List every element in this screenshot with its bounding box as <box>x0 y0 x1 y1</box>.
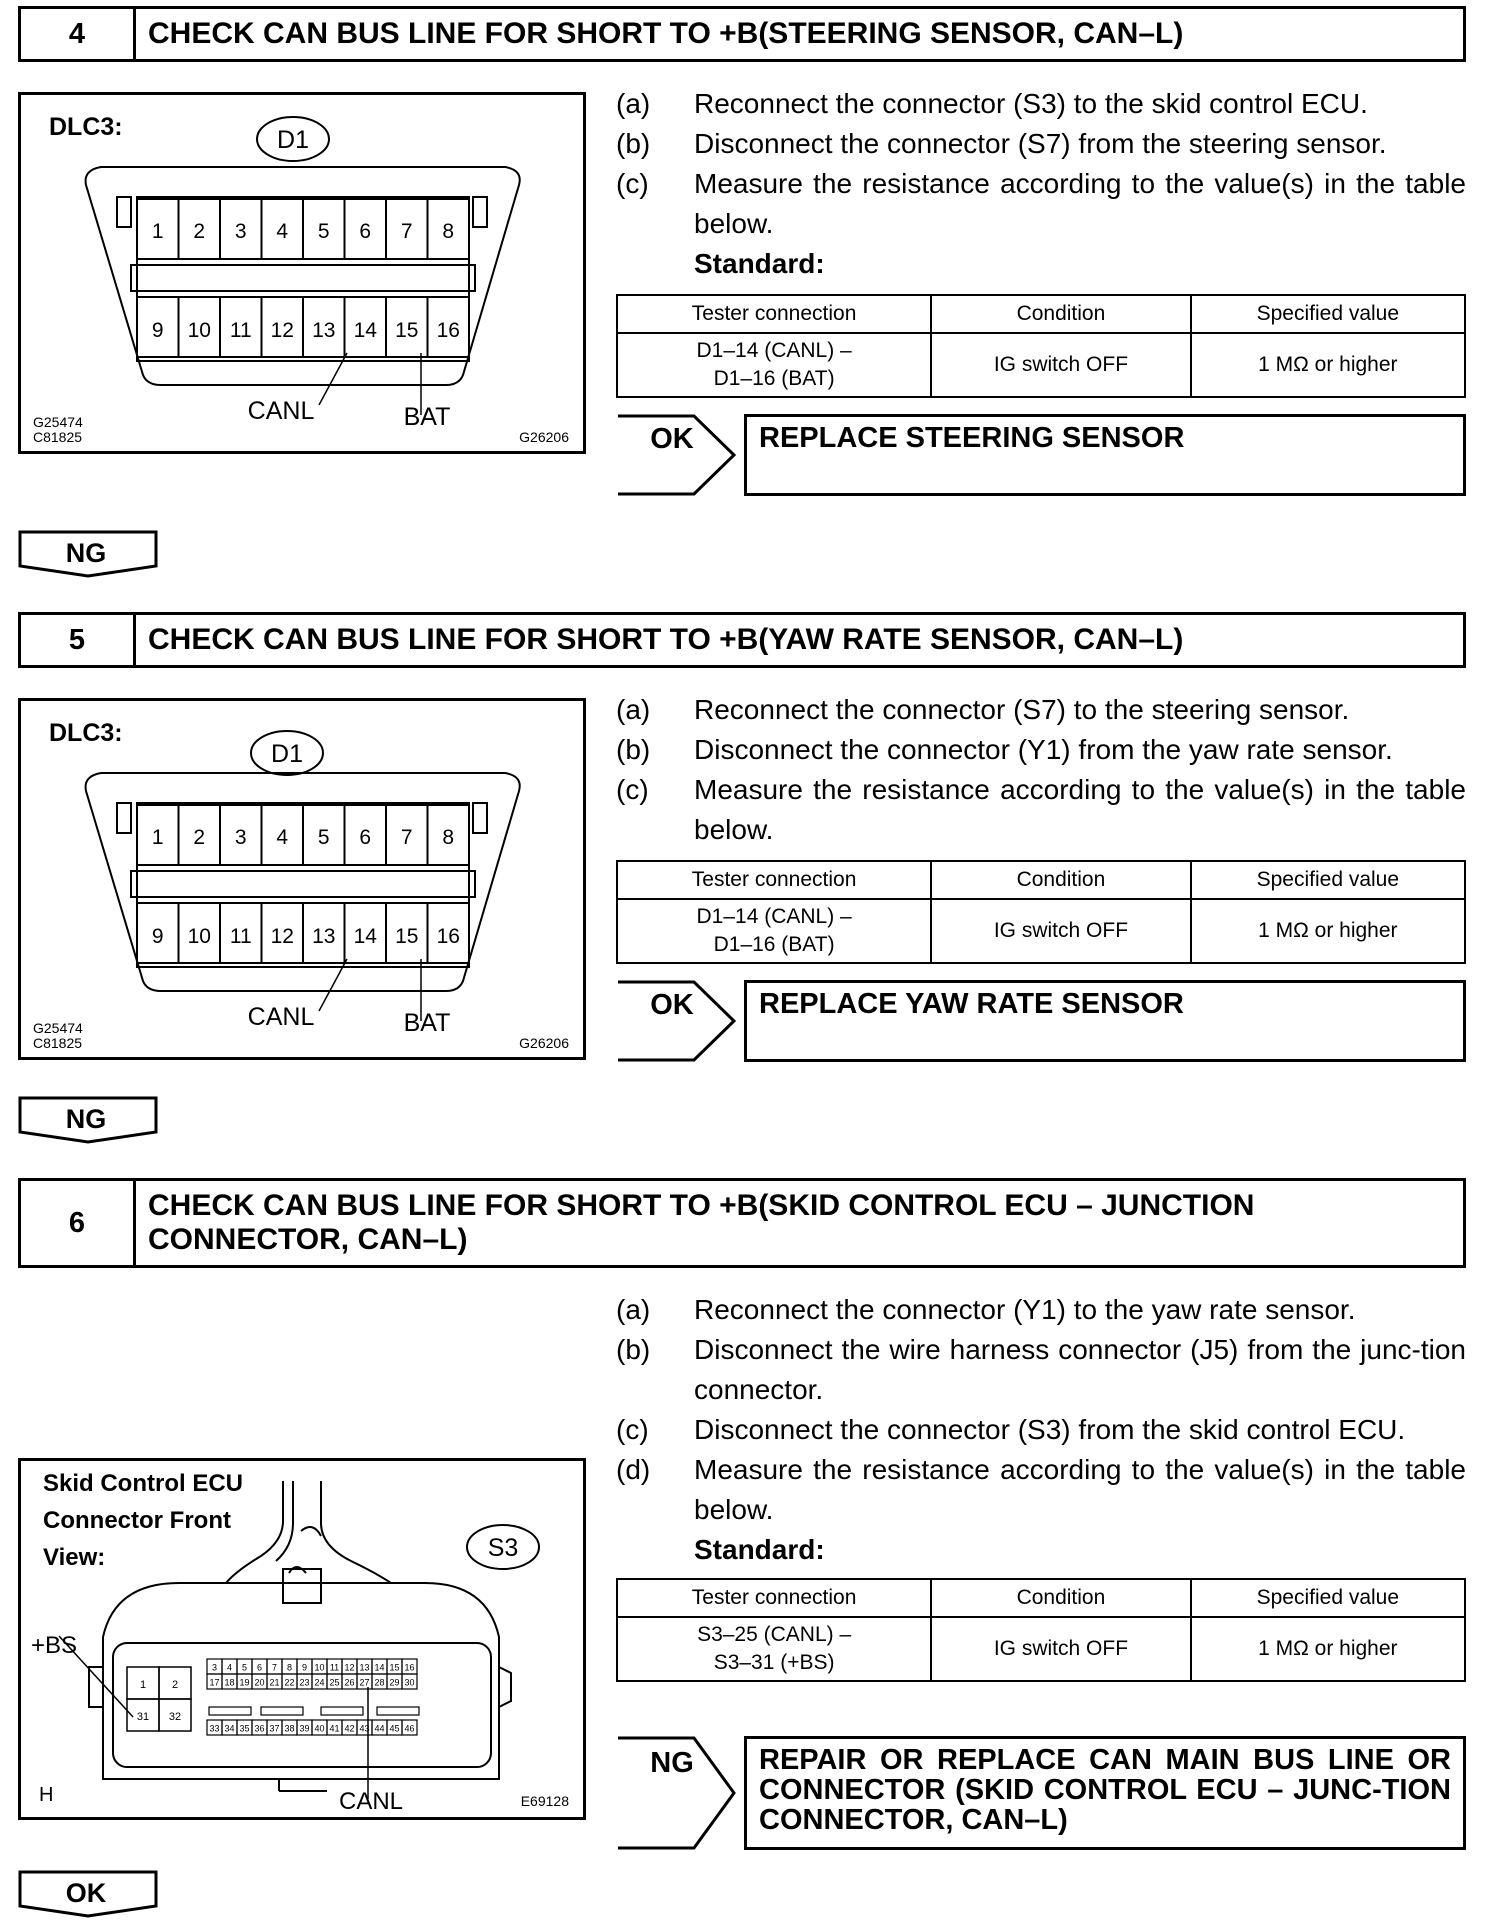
pin-44 <box>372 1720 387 1735</box>
svg-text:14: 14 <box>374 1662 385 1673</box>
pin-13 <box>303 903 345 963</box>
pin-26 <box>342 1674 357 1689</box>
section-4-steps <box>616 84 1466 284</box>
svg-text:2: 2 <box>193 826 206 849</box>
svg-text:13: 13 <box>359 1662 370 1673</box>
ref-code: G25474 <box>33 1020 83 1036</box>
ok-tag <box>18 1870 158 1918</box>
pin-14 <box>345 903 387 963</box>
svg-text:22: 22 <box>284 1677 295 1688</box>
svg-text:15: 15 <box>395 319 419 342</box>
svg-text:46: 46 <box>404 1723 415 1734</box>
pin-11 <box>220 903 262 963</box>
section-number: 5 <box>21 615 136 665</box>
svg-text:8: 8 <box>442 220 455 243</box>
ng-tag <box>18 1096 158 1144</box>
svg-text:3: 3 <box>234 826 247 849</box>
section-title: CHECK CAN BUS LINE FOR SHORT TO +B(STEERING SENSOR, CAN–L) <box>148 17 1184 50</box>
svg-text:15: 15 <box>395 925 419 948</box>
pin-5 <box>237 1659 252 1674</box>
pin-15 <box>386 903 428 963</box>
svg-text:13: 13 <box>312 319 336 342</box>
standard-label: Standard: <box>694 1534 825 1565</box>
standard-label: Standard: <box>694 248 825 279</box>
svg-text:4: 4 <box>276 826 289 849</box>
pin-5 <box>303 199 345 259</box>
section-5-steps <box>616 690 1466 850</box>
svg-text:OK: OK <box>65 1878 107 1908</box>
svg-text:OK: OK <box>650 423 694 455</box>
svg-text:43: 43 <box>359 1723 370 1734</box>
s3-connector-drawing <box>21 1461 583 1817</box>
svg-text:12: 12 <box>344 1662 355 1673</box>
pins-bottom-row <box>137 297 469 357</box>
svg-text:27: 27 <box>359 1677 370 1688</box>
svg-text:9: 9 <box>301 1662 308 1673</box>
svg-text:OK: OK <box>650 989 694 1021</box>
pin-7 <box>267 1659 282 1674</box>
bat-callout: BAT <box>403 1009 451 1037</box>
ref-code: G25474 <box>33 414 83 430</box>
svg-text:11: 11 <box>329 1662 340 1673</box>
step-item: (c) Disconnect the connector (S3) from the skid control ECU. <box>616 1414 1406 1445</box>
pin-45 <box>387 1720 402 1735</box>
svg-text:2: 2 <box>171 1679 179 1691</box>
pin-15 <box>387 1659 402 1674</box>
pin-5 <box>303 805 345 865</box>
s3-pins-row-1 <box>207 1659 417 1674</box>
ok-tag <box>616 414 736 496</box>
dlc3-connector-drawing <box>21 701 583 1057</box>
svg-text:10: 10 <box>187 925 211 948</box>
pin-6 <box>345 199 387 259</box>
svg-text:10: 10 <box>187 319 211 342</box>
pin-29 <box>387 1674 402 1689</box>
pin-12 <box>342 1659 357 1674</box>
svg-text:11: 11 <box>229 319 252 342</box>
slot-mark <box>377 1707 419 1715</box>
svg-text:45: 45 <box>389 1723 400 1734</box>
connector-id: D1 <box>277 126 309 154</box>
pin-38 <box>282 1720 297 1735</box>
pin-11 <box>327 1659 342 1674</box>
svg-text:33: 33 <box>209 1723 220 1734</box>
s3-pin-grid <box>127 1659 419 1735</box>
pin-9 <box>137 903 179 963</box>
corner-label: H <box>39 1784 54 1806</box>
diagram-label: View: <box>43 1544 106 1571</box>
svg-text:NG: NG <box>65 538 107 568</box>
svg-text:6: 6 <box>359 826 372 849</box>
pins-bottom-row <box>137 903 469 963</box>
svg-text:3: 3 <box>234 220 247 243</box>
bat-callout: BAT <box>403 403 451 431</box>
pin-2 <box>159 1667 191 1699</box>
svg-text:38: 38 <box>284 1723 295 1734</box>
pin-4 <box>222 1659 237 1674</box>
ref-code: C81825 <box>33 1035 83 1051</box>
dlc3-pin-grid <box>137 199 469 357</box>
pin-22 <box>282 1674 297 1689</box>
pin-6 <box>252 1659 267 1674</box>
pin-2 <box>179 805 221 865</box>
dlc3-pin-grid <box>137 805 469 963</box>
svg-text:4: 4 <box>226 1662 233 1673</box>
svg-text:1: 1 <box>151 220 164 243</box>
svg-text:11: 11 <box>229 925 252 948</box>
ref-code: G26206 <box>519 429 569 445</box>
svg-text:7: 7 <box>271 1662 278 1673</box>
slot-mark <box>209 1707 251 1715</box>
svg-text:2: 2 <box>193 220 206 243</box>
svg-text:8: 8 <box>286 1662 293 1673</box>
svg-text:13: 13 <box>312 925 336 948</box>
pin-8 <box>428 199 470 259</box>
pin-3 <box>207 1659 222 1674</box>
pin-7 <box>386 199 428 259</box>
pin-9 <box>137 297 179 357</box>
svg-text:10: 10 <box>314 1662 325 1673</box>
pin-16 <box>428 903 470 963</box>
dlc3-connector-drawing <box>21 95 583 451</box>
pin-12 <box>262 903 304 963</box>
svg-text:4: 4 <box>276 220 289 243</box>
pin-24 <box>312 1674 327 1689</box>
pin-21 <box>267 1674 282 1689</box>
slot-mark <box>321 1707 363 1715</box>
svg-text:34: 34 <box>224 1723 235 1734</box>
pin-1 <box>137 199 179 259</box>
section-4-header <box>18 6 1466 62</box>
svg-text:16: 16 <box>436 319 460 342</box>
pin-4 <box>262 199 304 259</box>
pin-9 <box>297 1659 312 1674</box>
svg-text:30: 30 <box>404 1677 415 1688</box>
pin-14 <box>372 1659 387 1674</box>
pin-10 <box>179 903 221 963</box>
svg-text:41: 41 <box>329 1723 340 1734</box>
step-item: (c) Measure the resistance according to the value(s) in the table below. <box>616 168 1466 239</box>
connector-id: S3 <box>487 1534 519 1562</box>
s3-pins-row-3 <box>207 1707 419 1735</box>
svg-text:28: 28 <box>374 1677 385 1688</box>
step-item: (d) Measure the resistance according to the value(s) in the table below. <box>616 1454 1466 1525</box>
svg-text:3: 3 <box>211 1662 218 1673</box>
svg-text:39: 39 <box>299 1723 310 1734</box>
svg-text:9: 9 <box>151 319 164 342</box>
spec-table: Tester connection Condition Specified value D1–14 (CANL) – D1–16 (BAT) IG switch OFF 1 MΩ or higher <box>616 860 1466 964</box>
step-item: (a) Reconnect the connector (S7) to the steering sensor. <box>616 694 1350 725</box>
svg-text:12: 12 <box>270 925 294 948</box>
svg-text:7: 7 <box>400 220 413 243</box>
result-repair-can-main-bus-line: REPAIR OR REPLACE CAN MAIN BUS LINE OR CONNECTOR (SKID CONTROL ECU – JUNC-TION CONNECTOR, CAN–L) <box>744 1736 1466 1850</box>
pin-14 <box>345 297 387 357</box>
result-replace-yaw-rate-sensor: REPLACE YAW RATE SENSOR <box>744 980 1466 1062</box>
svg-text:15: 15 <box>389 1662 400 1673</box>
pin-39 <box>297 1720 312 1735</box>
pin-43 <box>357 1720 372 1735</box>
svg-text:40: 40 <box>314 1723 325 1734</box>
pin-2 <box>179 199 221 259</box>
canl-callout: CANL <box>247 397 315 425</box>
svg-text:16: 16 <box>404 1662 415 1673</box>
ref-code: G26206 <box>519 1035 569 1051</box>
spec-table: Tester connection Condition Specified value S3–25 (CANL) – S3–31 (+BS) IG switch OFF 1 MΩ or higher <box>616 1578 1466 1682</box>
pin-3 <box>220 199 262 259</box>
step-item: (b) Disconnect the connector (Y1) from the yaw rate sensor. <box>616 734 1393 765</box>
svg-text:31: 31 <box>136 1711 150 1723</box>
canl-callout: CANL <box>247 1003 315 1031</box>
pin-42 <box>342 1720 357 1735</box>
svg-text:20: 20 <box>254 1677 265 1688</box>
section-title: CHECK CAN BUS LINE FOR SHORT TO +B(SKID CONTROL ECU – JUNCTION CONNECTOR, CAN–L) <box>148 1189 1255 1256</box>
section-number: 4 <box>21 9 136 59</box>
s3-big-pins <box>127 1667 191 1731</box>
pin-34 <box>222 1720 237 1735</box>
ok-tag <box>616 980 736 1062</box>
pin-28 <box>372 1674 387 1689</box>
svg-text:5: 5 <box>241 1662 248 1673</box>
pin-8 <box>428 805 470 865</box>
pin-35 <box>237 1720 252 1735</box>
svg-text:5: 5 <box>317 826 330 849</box>
svg-text:1: 1 <box>151 826 164 849</box>
svg-text:1: 1 <box>139 1679 147 1691</box>
svg-text:14: 14 <box>353 925 377 948</box>
dlc3-diagram <box>18 698 586 1060</box>
svg-text:37: 37 <box>269 1723 280 1734</box>
ng-tag <box>18 530 158 578</box>
pin-1 <box>127 1667 159 1699</box>
pin-32 <box>159 1699 191 1731</box>
pins-top-row <box>137 805 469 865</box>
pin-18 <box>222 1674 237 1689</box>
pin-1 <box>137 805 179 865</box>
connector-id: D1 <box>271 740 303 768</box>
section-5-header <box>18 612 1466 668</box>
pin-15 <box>386 297 428 357</box>
bs-callout: +BS <box>31 1632 78 1659</box>
pin-33 <box>207 1720 222 1735</box>
pin-41 <box>327 1720 342 1735</box>
pin-7 <box>386 805 428 865</box>
step-item: (a) Reconnect the connector (S3) to the skid control ECU. <box>616 88 1368 119</box>
svg-text:14: 14 <box>353 319 377 342</box>
pin-17 <box>207 1674 222 1689</box>
svg-text:NG: NG <box>65 1104 107 1134</box>
pin-25 <box>327 1674 342 1689</box>
step-item: (b) Disconnect the connector (S7) from the steering sensor. <box>616 128 1387 159</box>
pin-6 <box>345 805 387 865</box>
pin-11 <box>220 297 262 357</box>
pin-10 <box>312 1659 327 1674</box>
pin-23 <box>297 1674 312 1689</box>
pin-30 <box>402 1674 417 1689</box>
pin-19 <box>237 1674 252 1689</box>
diagram-label: DLC3: <box>49 113 123 141</box>
slot-mark <box>261 1707 303 1715</box>
pin-3 <box>220 805 262 865</box>
pin-40 <box>312 1720 327 1735</box>
svg-text:7: 7 <box>400 826 413 849</box>
spec-table: Tester connection Condition Specified value D1–14 (CANL) – D1–16 (BAT) IG switch OFF 1 MΩ or higher <box>616 294 1466 398</box>
svg-text:5: 5 <box>317 220 330 243</box>
svg-text:6: 6 <box>256 1662 263 1673</box>
canl-callout: CANL <box>338 1788 404 1815</box>
pin-37 <box>267 1720 282 1735</box>
pin-16 <box>428 297 470 357</box>
ref-code: C81825 <box>33 429 83 445</box>
svg-text:36: 36 <box>254 1723 265 1734</box>
svg-text:25: 25 <box>329 1677 340 1688</box>
ref-code: E69128 <box>520 1793 569 1809</box>
section-title: CHECK CAN BUS LINE FOR SHORT TO +B(YAW RATE SENSOR, CAN–L) <box>148 623 1184 656</box>
svg-text:16: 16 <box>436 925 460 948</box>
pin-8 <box>282 1659 297 1674</box>
diagram-label: Skid Control ECU <box>43 1470 244 1497</box>
pin-10 <box>179 297 221 357</box>
diagram-label: Connector Front <box>43 1507 231 1534</box>
svg-text:26: 26 <box>344 1677 355 1688</box>
pin-36 <box>252 1720 267 1735</box>
svg-text:17: 17 <box>209 1677 220 1688</box>
step-item: (b) Disconnect the wire harness connector (J5) from the junc-tion connector. <box>616 1334 1466 1405</box>
s3-pins-row-2 <box>207 1674 417 1689</box>
svg-text:32: 32 <box>168 1711 182 1723</box>
pins-top-row <box>137 199 469 259</box>
diagram-label: DLC3: <box>49 719 123 747</box>
svg-text:44: 44 <box>374 1723 385 1734</box>
pin-20 <box>252 1674 267 1689</box>
svg-text:NG: NG <box>650 1747 694 1779</box>
svg-text:12: 12 <box>270 319 294 342</box>
pin-12 <box>262 297 304 357</box>
pin-13 <box>303 297 345 357</box>
skid-control-ecu-connector-diagram <box>18 1458 586 1820</box>
ng-tag <box>616 1736 736 1850</box>
result-replace-steering-sensor: REPLACE STEERING SENSOR <box>744 414 1466 496</box>
svg-text:8: 8 <box>442 826 455 849</box>
step-item: (a) Reconnect the connector (Y1) to the yaw rate sensor. <box>616 1294 1356 1325</box>
pin-13 <box>357 1659 372 1674</box>
section-6-steps <box>616 1290 1466 1570</box>
svg-text:21: 21 <box>269 1677 280 1688</box>
svg-text:6: 6 <box>359 220 372 243</box>
pin-4 <box>262 805 304 865</box>
pin-16 <box>402 1659 417 1674</box>
svg-text:35: 35 <box>239 1723 250 1734</box>
svg-text:19: 19 <box>239 1677 250 1688</box>
section-number: 6 <box>21 1181 136 1265</box>
pin-46 <box>402 1720 417 1735</box>
svg-text:29: 29 <box>389 1677 400 1688</box>
svg-text:23: 23 <box>299 1677 310 1688</box>
dlc3-diagram <box>18 92 586 454</box>
svg-text:24: 24 <box>314 1677 325 1688</box>
pin-27 <box>357 1674 372 1689</box>
step-item: (c) Measure the resistance according to the value(s) in the table below. <box>616 774 1466 845</box>
svg-text:9: 9 <box>151 925 164 948</box>
svg-text:42: 42 <box>344 1723 355 1734</box>
svg-text:18: 18 <box>224 1677 235 1688</box>
section-6-header <box>18 1178 1466 1268</box>
